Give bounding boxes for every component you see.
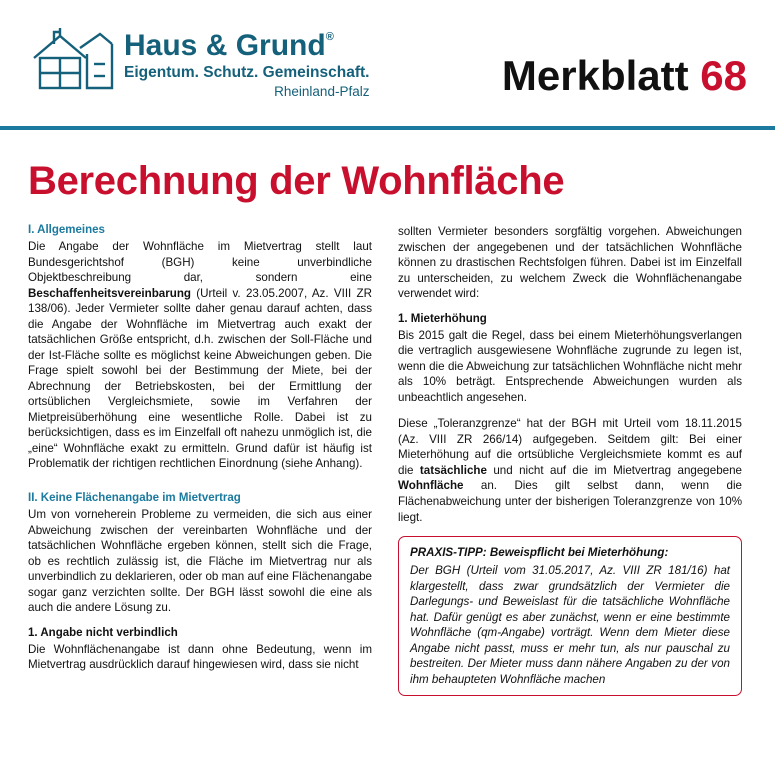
- subheading-mieterhoehung: 1. Mieterhöhung: [398, 312, 487, 325]
- paragraph-text: Diese „Toleranzgrenze“ hat der BGH mit Urteil vom 18.11.2015 (Az. VIII ZR 266/14) aufgegeben. Seitdem gilt: Bei einer Mieterhöhung auf die ortsübliche Vergleichsmiete kommt es auf die: [398, 417, 742, 477]
- paragraph-text-cont: und nicht auf die im Mietvertrag angegebene: [486, 463, 742, 477]
- document-header: [0, 0, 775, 122]
- praxis-tipp-body: Der BGH (Urteil vom 31.05.2017, Az. VIII ZR 181/16) hat klargestellt, dass zwar grundsätzlich der Vermieter die Darlegungs- und Beweislast für die tatsächliche Wohnfläche hat. Dafür genügt es aber zunächst, wenn er eine bestimmte Wohnfläche (qm-Angabe) vorträgt. Wenn dem Mieter diese Angabe nicht passt, muss er mehr tun, als nur pauschal zu bestreiten. Der Mieter muss dann nähere Angaben zu der von ihm behaupteten Wohnfläche machen: [410, 564, 730, 686]
- subheading-angabe-nicht-verbindlich: 1. Angabe nicht verbindlich: [28, 626, 178, 639]
- brand-text: [124, 30, 369, 99]
- paragraph-angabe-nicht-verbindlich: Die Wohnflächenangabe ist dann ohne Bedeutung, wenn im Mietvertrag ausdrücklich darauf hingewiesen wird, dass sie nicht: [28, 642, 372, 672]
- brand-logo: [28, 14, 369, 99]
- spacer: [28, 483, 372, 492]
- paragraph-text-end: an. Dies gilt selbst dann, wenn die Flächenabweichung unter der bisherigen Toleranzgrenze von 10% liegt.: [398, 479, 742, 524]
- house-logo-icon: [30, 24, 116, 96]
- paragraph-keine-flaechenangabe: Um von vorneherein Probleme zu vermeiden, die sich aus einer Abweichung zwischen der vereinbarten Wohnfläche und der tatsächlichen Wohnfläche ergeben können, stellt sich die Frage, ob es rechtlich zulässig ist, die Fläche im Mietvertrag nur als unverbindlich zu deklarieren, oder ob man auf eine Flächenangabe sogar ganz verzichten sollte. Der BGH lässt sowohl die eine als auch die andere Lösung zu.: [28, 507, 372, 615]
- sheet-number: 68: [700, 52, 747, 99]
- page-title: Berechnung der Wohnfläche: [28, 159, 565, 203]
- brand-region: Rheinland-Pfalz: [274, 84, 370, 100]
- registered-mark: ®: [325, 31, 334, 43]
- brand-name-text: Haus & Grund: [124, 29, 326, 62]
- section-heading-keine-flaechenangabe: II. Keine Flächenangabe im Mietvertrag: [28, 491, 241, 504]
- paragraph-vermieter-sorgfalt: sollten Vermieter besonders sorgfältig vorgehen. Abweichungen zwischen der angegebenen und der tatsächlichen Wohnfläche können zu drastischen Rechtsfolgen führen. Dabei ist im Einzelfall zu unterscheiden, zu welchem Zweck die Wohnflächenangabe verwendet wird:: [398, 225, 742, 301]
- paragraph-text-cont: (Urteil v. 23.05.2007, Az. VIII ZR 138/06). Jeder Vermieter sollte daher genau darauf achten, dass die Angabe der Wohnfläche im Mietvertrag auch exakt der tatsächlichen Größe entspricht, d.h. zwischen der Soll-Fläche und der Ist-Fläche sollte es möglichst keine Abweichungen geben. Die Frage spielt sowohl bei der Bestimmung der Miete, bei der Abrechnung der Betriebskosten, bei der Ermittlung der ortsüblichen Vergleichsmiete, sowie im Verfahren der Mietpreisüberhöhung eine wesentliche Rolle. Dabei ist zu berücksichtigen, dass es im Einzelfall oft nahezu unmöglich ist, die „eine“ Wohnfläche exakt zu ermitteln. Grund dafür ist häufig ist Problematik der richtigen rechtlichen Einordnung (siehe Anhang).: [28, 286, 372, 471]
- paragraph-toleranzgrenze-aufgegeben: [398, 416, 742, 525]
- brand-tagline: Eigentum. Schutz. Gemeinschaft.: [124, 63, 370, 81]
- paragraph-bold-1: tatsächliche: [419, 463, 487, 477]
- paragraph-allgemeines: [28, 239, 372, 472]
- sheet-label-text: Merkblatt: [501, 52, 689, 99]
- paragraph-bold-2: Wohnfläche: [398, 479, 464, 493]
- section-heading-allgemeines: I. Allgemeines: [28, 224, 105, 236]
- sheet-label: [502, 52, 747, 100]
- paragraph-bold: Beschaffenheitsvereinbarung: [28, 286, 192, 300]
- header-divider: [0, 126, 775, 130]
- right-column: [398, 224, 742, 696]
- paragraph-text: Die Angabe der Wohnfläche im Mietvertrag stellt laut Bundesgerichtshof (BGH) keine unverbindliche Objektbeschreibung dar, sondern eine: [28, 240, 372, 285]
- left-column: [28, 224, 372, 696]
- praxis-tipp-box: [398, 536, 742, 696]
- content-columns: [0, 202, 775, 696]
- paragraph-toleranzregel: Bis 2015 galt die Regel, dass bei einem Mieterhöhungsverlangen die vertraglich ausgewiesene Wohnfläche zugrunde zu legen ist, wenn die die Abweichung zur tatsächlichen Wohnfläche nicht mehr als 10% beträgt. Entsprechende Abweichungen wurden als unbeachtlich angesehen.: [398, 328, 742, 404]
- brand-name: [124, 30, 334, 62]
- praxis-tipp-title: PRAXIS-TIPP: Beweispflicht bei Mieterhöhung:: [410, 546, 669, 560]
